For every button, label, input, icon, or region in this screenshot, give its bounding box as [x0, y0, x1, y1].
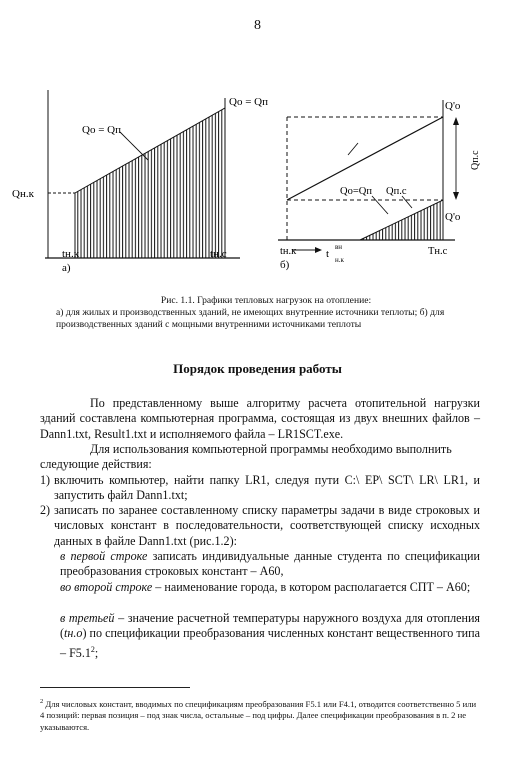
left-label: Qн.к — [12, 188, 34, 200]
sub-item-text: – значение расчетной температуры наружного воздуха для отопления ( — [60, 611, 480, 641]
panel-label-a: а) — [62, 262, 71, 274]
sub-item-text: – наименование города, в котором располагается СПТ – A60; — [152, 580, 471, 594]
q-range-label: Qп.с — [470, 150, 481, 170]
footnote-reference[interactable]: 2 — [90, 644, 95, 654]
list-item-1 — [40, 473, 480, 504]
sub-item-text-cont: ) по спецификации преобразования численных констант вещественного типа – F5.1 — [60, 626, 480, 660]
list-item-2 — [40, 503, 480, 549]
sub-item-text: записать индивидуальные данные студента по спецификации преобразования строковых констант – A60, — [60, 549, 480, 579]
q-range-arrow-up — [453, 117, 459, 125]
load-area-hatched — [360, 200, 443, 240]
x-mid-sup: вн — [335, 243, 343, 251]
footnote — [40, 696, 480, 733]
sub-item-1 — [60, 549, 480, 580]
list-item-text: записать по заранее составленному списку параметры задачи в виде строковых и числовых констант в последовательности, соответствующей списку исходных данных в файле Dann1.txt (рис.1.2): — [54, 503, 480, 548]
footnote-mark: 2 — [40, 698, 44, 705]
mid-label-right: Qп.с — [386, 186, 407, 197]
x-end-label: tн.с — [210, 248, 227, 260]
top-label: Qо = Qп — [229, 96, 268, 108]
q-top-label: Q'о — [445, 100, 461, 112]
list-item-number: 1) — [40, 473, 51, 487]
sub-item-emphasis: в третьей — [60, 611, 115, 625]
q-range-arrow-down — [453, 192, 459, 200]
page-number: 8 — [254, 18, 261, 33]
pointer-line-1 — [348, 143, 358, 155]
x-mid-main: t — [326, 248, 330, 260]
panel-label-b: б) — [280, 259, 290, 271]
mid-label-left: Qо=Qп — [340, 186, 372, 197]
section-heading: Порядок проведения работы — [173, 361, 342, 376]
sub-item-3 — [60, 611, 480, 661]
x-end-label: Тн.с — [428, 246, 448, 257]
list-item-number: 2) — [40, 503, 51, 517]
paragraph-2: Для использования компьютерной программы необходимо выполнить следующие действия: — [40, 442, 452, 472]
sub-item-2 — [60, 580, 480, 595]
sub-item-emphasis: в первой строке — [60, 549, 148, 563]
mid-label: Qо = Qп — [82, 124, 121, 136]
x-arrow-head — [315, 247, 322, 253]
pointer-line-2 — [372, 196, 388, 214]
pointer-line-3 — [402, 196, 412, 208]
sub-item-emphasis: во второй строке — [60, 580, 153, 594]
caption-title: Рис. 1.1. Графики тепловых нагрузок на отопление: — [160, 295, 372, 306]
figure-a — [0, 0, 268, 280]
x-start-label: tн.к — [62, 248, 80, 260]
footnote-divider — [40, 687, 190, 688]
paragraph-1: По представленному выше алгоритму расчета отопительной нагрузки зданий составлена компьютерная программа, состоящая из двух внешних файлов – Dann1.txt, Result1.txt и исполняемого файла – LR1SCT.exe. — [40, 396, 480, 441]
x-mid-sub: н.к — [335, 256, 344, 264]
pointer-line — [120, 132, 148, 160]
figure-caption — [56, 295, 476, 331]
caption-text: а) для жилых и производственных зданий, не имеющих внутренние источники теплоты; б) для производственных зданий с мощными внутренними источниками теплоты — [56, 307, 445, 330]
x-start-label: tн.к — [280, 246, 297, 257]
list-item-text: включить компьютер, найти папку LR1, следуя пути C:\ EP\ SCT\ LR\ LR1, и запустить файл Dann1.txt; — [54, 473, 480, 503]
footnote-text: Для числовых констант, вводимых по спецификациям преобразования F5.1 или F4.1, отводится соответственно 5 или 4 позиций: первая позиция – под знак числа, остальные – под цифры. Далее спецификации преобразования в п. 2 не указываются. — [40, 698, 477, 732]
sub-item-end: ; — [94, 645, 99, 660]
q-bottom-label: Q'о — [445, 211, 461, 223]
temperature-variable: tн.о — [64, 626, 83, 641]
figure-b — [260, 0, 515, 280]
